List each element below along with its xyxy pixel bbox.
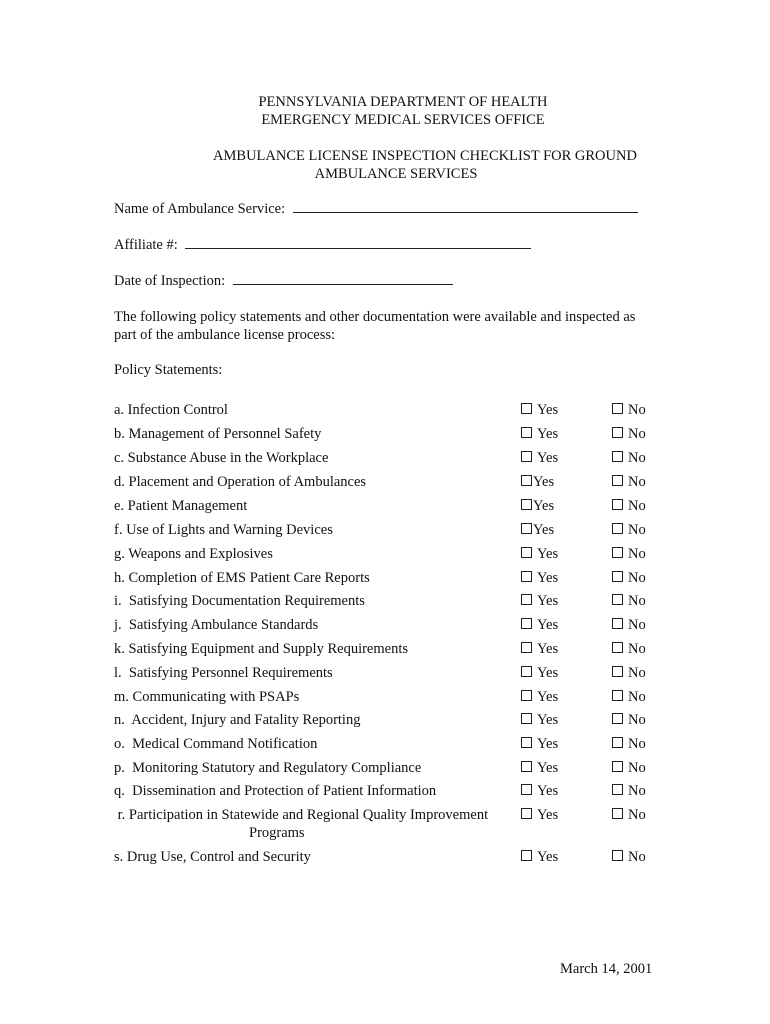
checklist-item xyxy=(0,593,770,613)
yes-option-label: Yes xyxy=(537,570,559,586)
yes-option[interactable] xyxy=(521,712,558,729)
yes-option-label: Yes xyxy=(533,474,555,490)
checklist-item-label: e. Patient Management xyxy=(114,498,248,514)
section-title: Policy Statements: xyxy=(114,362,223,378)
no-option[interactable] xyxy=(612,450,646,467)
yes-option-label: Yes xyxy=(537,593,559,609)
checklist-item xyxy=(0,712,770,732)
no-option[interactable] xyxy=(612,849,646,866)
no-option-label: No xyxy=(628,498,646,514)
yes-option-label: Yes xyxy=(537,665,559,681)
service-name-field xyxy=(114,201,638,218)
no-checkbox[interactable] xyxy=(612,713,623,724)
yes-option[interactable] xyxy=(521,736,558,753)
yes-option-label: Yes xyxy=(537,641,559,657)
affiliate-field xyxy=(114,237,531,254)
yes-option[interactable] xyxy=(521,570,558,587)
no-option[interactable] xyxy=(612,522,646,539)
checklist-item xyxy=(0,426,770,446)
no-checkbox[interactable] xyxy=(612,850,623,861)
yes-checkbox[interactable] xyxy=(521,499,532,510)
yes-option-label: Yes xyxy=(537,689,559,705)
no-option[interactable] xyxy=(612,736,646,753)
no-option[interactable] xyxy=(612,760,646,777)
no-option-label: No xyxy=(628,760,646,776)
no-option[interactable] xyxy=(612,783,646,800)
checklist-item-label-continued: Programs xyxy=(249,825,305,841)
no-option[interactable] xyxy=(612,546,646,563)
yes-option[interactable] xyxy=(521,402,558,419)
checklist-item-label: g. Weapons and Explosives xyxy=(114,546,273,562)
yes-option[interactable] xyxy=(521,641,558,658)
yes-option[interactable] xyxy=(521,546,558,563)
yes-checkbox[interactable] xyxy=(521,850,532,861)
no-checkbox[interactable] xyxy=(612,547,623,558)
checklist-item xyxy=(0,783,770,803)
yes-option[interactable] xyxy=(521,807,558,824)
yes-option-label: Yes xyxy=(537,450,559,466)
office-heading: EMERGENCY MEDICAL SERVICES OFFICE xyxy=(261,112,545,128)
yes-option-label: Yes xyxy=(533,522,555,538)
no-option-label: No xyxy=(628,474,646,490)
yes-checkbox[interactable] xyxy=(521,642,532,653)
yes-option-label: Yes xyxy=(537,783,559,799)
yes-checkbox[interactable] xyxy=(521,784,532,795)
checklist-item xyxy=(0,450,770,470)
yes-option[interactable] xyxy=(521,593,558,610)
no-option-label: No xyxy=(628,689,646,705)
no-option[interactable] xyxy=(612,617,646,634)
affiliate-input-line[interactable] xyxy=(185,247,531,249)
no-option[interactable] xyxy=(612,641,646,658)
form-title-line2: AMBULANCE SERVICES xyxy=(314,166,478,182)
checklist-item-label: n. Accident, Injury and Fatality Reporting xyxy=(114,712,361,728)
yes-option-label: Yes xyxy=(537,426,559,442)
checklist-item xyxy=(0,641,770,661)
checklist-item-label: b. Management of Personnel Safety xyxy=(114,426,322,442)
checklist-item xyxy=(0,689,770,709)
no-checkbox[interactable] xyxy=(612,451,623,462)
service-name-input-line[interactable] xyxy=(293,211,638,213)
yes-option-label: Yes xyxy=(537,849,559,865)
intro-line1: The following policy statements and other documentation were available and inspected as xyxy=(114,309,636,325)
yes-option-label: Yes xyxy=(537,617,559,633)
yes-option[interactable] xyxy=(521,849,558,866)
checklist-item-label: i. Satisfying Documentation Requirements xyxy=(114,593,365,609)
no-option-label: No xyxy=(628,450,646,466)
checklist-item-label: s. Drug Use, Control and Security xyxy=(114,849,311,865)
no-option-label: No xyxy=(628,665,646,681)
checklist-item xyxy=(0,546,770,566)
yes-checkbox[interactable] xyxy=(521,690,532,701)
no-option-label: No xyxy=(628,593,646,609)
yes-option-label: Yes xyxy=(537,736,559,752)
yes-option-label: Yes xyxy=(537,402,559,418)
yes-option[interactable] xyxy=(521,665,558,682)
no-option-label: No xyxy=(628,426,646,442)
yes-option[interactable] xyxy=(521,450,558,467)
checklist-item-label: f. Use of Lights and Warning Devices xyxy=(114,522,333,538)
yes-option-label: Yes xyxy=(537,712,559,728)
no-option[interactable] xyxy=(612,402,646,419)
checklist-item-label: r. Participation in Statewide and Regional Quality Improvement xyxy=(114,807,489,823)
no-checkbox[interactable] xyxy=(612,690,623,701)
no-option-label: No xyxy=(628,849,646,865)
yes-checkbox[interactable] xyxy=(521,403,532,414)
checklist-item xyxy=(0,736,770,756)
no-checkbox[interactable] xyxy=(612,618,623,629)
checklist-item-label: l. Satisfying Personnel Requirements xyxy=(114,665,333,681)
no-option[interactable] xyxy=(612,474,646,491)
no-checkbox[interactable] xyxy=(612,808,623,819)
yes-checkbox[interactable] xyxy=(521,713,532,724)
no-option-label: No xyxy=(628,736,646,752)
checklist-item-label: q. Dissemination and Protection of Patient Information xyxy=(114,783,437,799)
no-checkbox[interactable] xyxy=(612,594,623,605)
no-option[interactable] xyxy=(612,593,646,610)
inspection-date-field xyxy=(114,273,453,290)
yes-checkbox[interactable] xyxy=(521,666,532,677)
yes-checkbox[interactable] xyxy=(521,594,532,605)
form-title-line1: AMBULANCE LICENSE INSPECTION CHECKLIST FOR GROUND xyxy=(213,148,637,164)
yes-checkbox[interactable] xyxy=(521,737,532,748)
footer-date: March 14, 2001 xyxy=(560,961,653,977)
checklist-item-label: c. Substance Abuse in the Workplace xyxy=(114,450,329,466)
no-option[interactable] xyxy=(612,498,646,515)
checklist-item-label: a. Infection Control xyxy=(114,402,228,418)
checklist-item-label: o. Medical Command Notification xyxy=(114,736,318,752)
checklist-item xyxy=(0,617,770,637)
no-option-label: No xyxy=(628,783,646,799)
department-heading: PENNSYLVANIA DEPARTMENT OF HEALTH xyxy=(258,94,548,110)
no-checkbox[interactable] xyxy=(612,403,623,414)
no-option-label: No xyxy=(628,617,646,633)
yes-checkbox[interactable] xyxy=(521,618,532,629)
yes-option-label: Yes xyxy=(537,546,559,562)
service-name-label: Name of Ambulance Service: xyxy=(114,201,286,217)
yes-checkbox[interactable] xyxy=(521,761,532,772)
yes-option-label: Yes xyxy=(537,807,559,823)
yes-option[interactable] xyxy=(521,522,554,539)
no-checkbox[interactable] xyxy=(612,571,623,582)
checklist-item-label: j. Satisfying Ambulance Standards xyxy=(114,617,319,633)
no-option-label: No xyxy=(628,546,646,562)
checklist-item-label: h. Completion of EMS Patient Care Reports xyxy=(114,570,370,586)
yes-checkbox[interactable] xyxy=(521,808,532,819)
checklist-item xyxy=(0,760,770,780)
no-checkbox[interactable] xyxy=(612,499,623,510)
yes-option[interactable] xyxy=(521,783,558,800)
checklist-item-label: k. Satisfying Equipment and Supply Requirements xyxy=(114,641,409,657)
inspection-date-label: Date of Inspection: xyxy=(114,273,226,289)
yes-checkbox[interactable] xyxy=(521,475,532,486)
yes-option-label: Yes xyxy=(537,760,559,776)
no-checkbox[interactable] xyxy=(612,761,623,772)
affiliate-label: Affiliate #: xyxy=(114,237,178,253)
no-option-label: No xyxy=(628,522,646,538)
no-option[interactable] xyxy=(612,665,646,682)
no-checkbox[interactable] xyxy=(612,427,623,438)
checklist-item xyxy=(0,522,770,542)
checklist-item xyxy=(0,402,770,422)
no-option[interactable] xyxy=(612,689,646,706)
checklist-item-label: d. Placement and Operation of Ambulances xyxy=(114,474,367,490)
checklist-item-label: m. Communicating with PSAPs xyxy=(114,689,300,705)
no-option[interactable] xyxy=(612,426,646,443)
yes-option-label: Yes xyxy=(533,498,555,514)
no-option-label: No xyxy=(628,641,646,657)
no-checkbox[interactable] xyxy=(612,523,623,534)
no-option[interactable] xyxy=(612,570,646,587)
yes-checkbox[interactable] xyxy=(521,547,532,558)
no-option-label: No xyxy=(628,712,646,728)
checklist-item xyxy=(0,474,770,494)
checklist-item xyxy=(0,849,770,869)
no-option-label: No xyxy=(628,570,646,586)
no-option-label: No xyxy=(628,807,646,823)
checklist-item-label: p. Monitoring Statutory and Regulatory Compliance xyxy=(114,760,422,776)
no-option-label: No xyxy=(628,402,646,418)
checklist-item xyxy=(0,498,770,518)
yes-checkbox[interactable] xyxy=(521,571,532,582)
yes-option[interactable] xyxy=(521,617,558,634)
no-checkbox[interactable] xyxy=(612,737,623,748)
checklist-item xyxy=(0,570,770,590)
no-option[interactable] xyxy=(612,712,646,729)
yes-option[interactable] xyxy=(521,760,558,777)
checklist-item xyxy=(0,665,770,685)
yes-option[interactable] xyxy=(521,498,554,515)
yes-option[interactable] xyxy=(521,689,558,706)
inspection-date-input-line[interactable] xyxy=(233,283,453,285)
checklist-item xyxy=(0,807,770,841)
yes-checkbox[interactable] xyxy=(521,523,532,534)
no-checkbox[interactable] xyxy=(612,475,623,486)
yes-option[interactable] xyxy=(521,474,554,491)
yes-checkbox[interactable] xyxy=(521,451,532,462)
no-option[interactable] xyxy=(612,807,646,824)
no-checkbox[interactable] xyxy=(612,642,623,653)
intro-line2: part of the ambulance license process: xyxy=(114,327,336,343)
no-checkbox[interactable] xyxy=(612,784,623,795)
yes-option[interactable] xyxy=(521,426,558,443)
yes-checkbox[interactable] xyxy=(521,427,532,438)
no-checkbox[interactable] xyxy=(612,666,623,677)
